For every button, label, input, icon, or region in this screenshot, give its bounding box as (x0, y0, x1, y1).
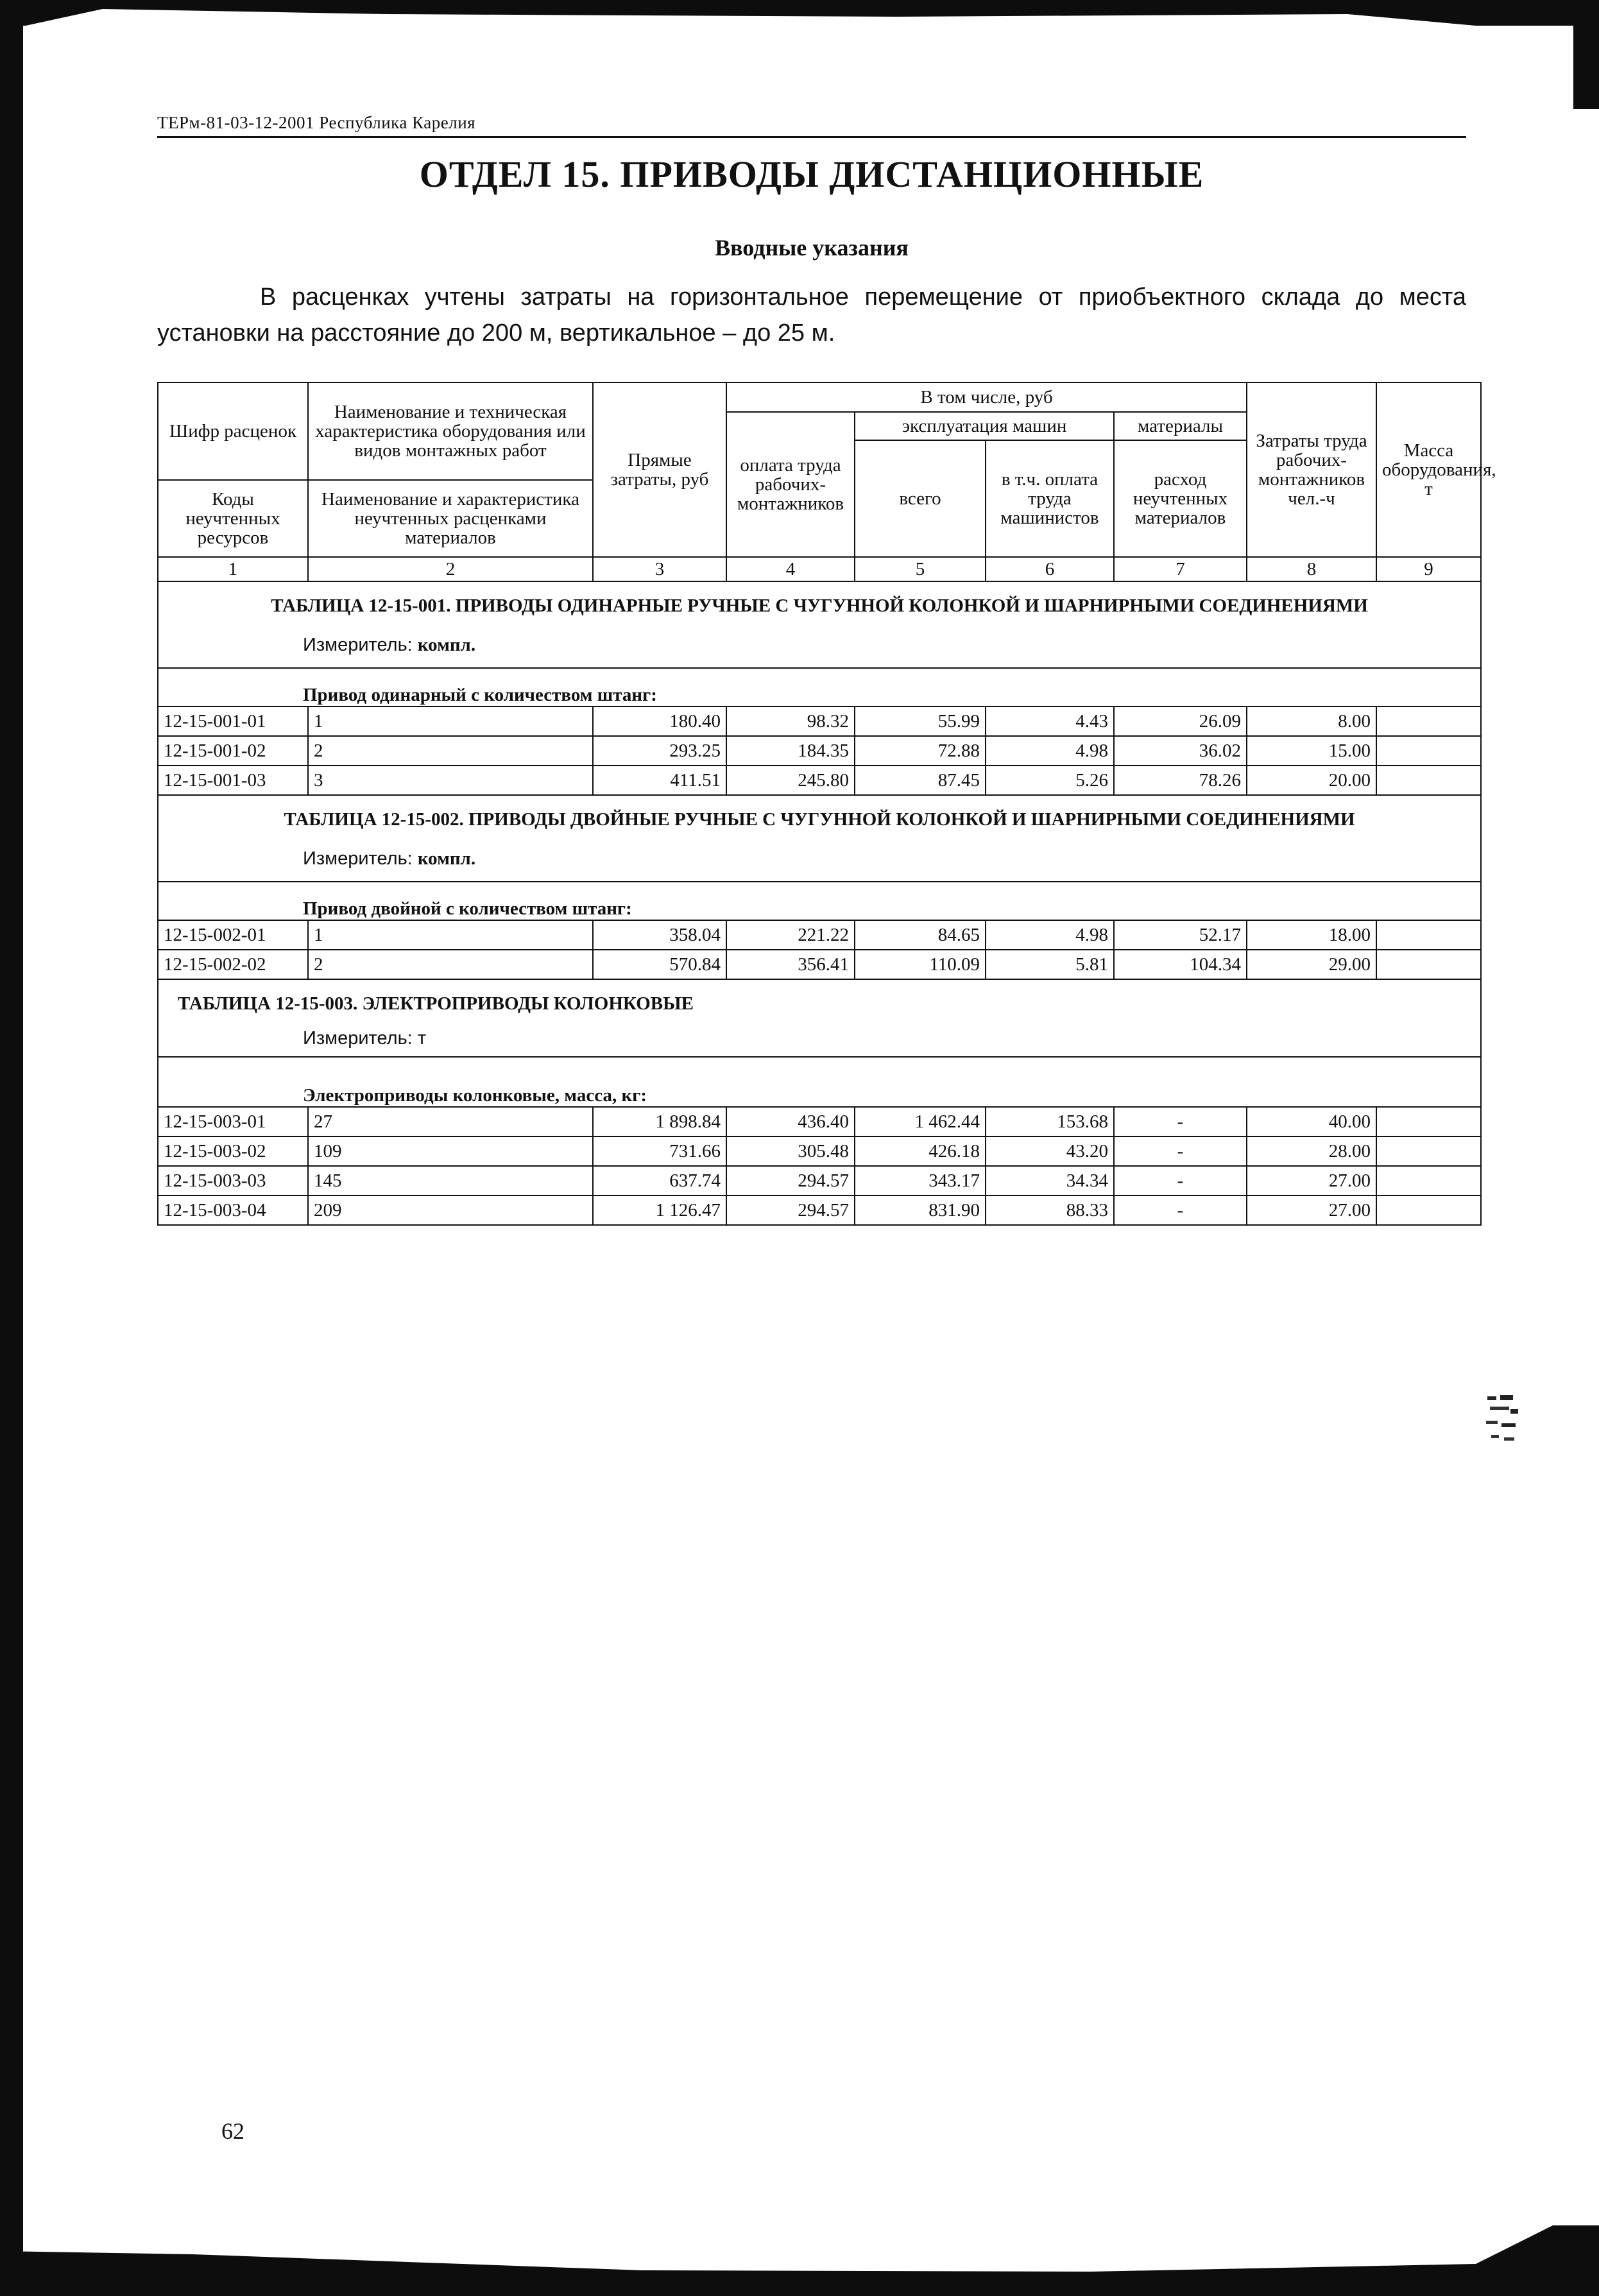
header-equipment-mass: Масса оборудования, т (1376, 382, 1481, 557)
row-direct: 570.84 (593, 950, 726, 979)
row-machinists-pay: 5.81 (986, 950, 1114, 979)
row-labor: 18.00 (1247, 920, 1376, 950)
scan-edge-top (0, 0, 1599, 26)
header-unaccounted-names: Наименование и характеристика неучтенных расценками материалов (308, 480, 593, 557)
row-pay: 184.35 (726, 736, 855, 766)
row-labor: 27.00 (1247, 1195, 1376, 1225)
row-machines: 831.90 (855, 1195, 986, 1225)
row-labor: 27.00 (1247, 1166, 1376, 1195)
row-pay: 436.40 (726, 1107, 855, 1136)
row-materials: - (1114, 1166, 1247, 1195)
column-number: 9 (1376, 557, 1481, 581)
row-direct: 1 898.84 (593, 1107, 726, 1136)
row-code: 12-15-001-03 (158, 766, 308, 795)
table-row (158, 950, 1481, 979)
row-pay: 98.32 (726, 707, 855, 736)
row-pay: 294.57 (726, 1195, 855, 1225)
table-row (158, 1107, 1481, 1136)
measure-unit: компл. (417, 848, 476, 869)
row-mass (1376, 736, 1481, 766)
group-heading: Привод одинарный с количеством штанг: (158, 668, 1481, 707)
row-machinists-pay: 34.34 (986, 1166, 1114, 1195)
row-pay: 356.41 (726, 950, 855, 979)
intro-text: В расценках учтены затраты на горизонтальное перемещение от приобъектного склада до места установки на расстояние до 200 м, вертикальное – до 25 м. (157, 284, 1466, 347)
row-labor: 29.00 (1247, 950, 1376, 979)
row-pay: 305.48 (726, 1136, 855, 1166)
row-materials: 104.34 (1114, 950, 1247, 979)
running-head: ТЕРм-81-03-12-2001 Республика Карелия (157, 113, 476, 132)
row-machinists-pay: 4.98 (986, 920, 1114, 950)
row-pay: 245.80 (726, 766, 855, 795)
row-pay: 221.22 (726, 920, 855, 950)
row-direct: 637.74 (593, 1166, 726, 1195)
scan-edge-bottom (0, 2225, 1599, 2296)
table-row (158, 736, 1481, 766)
table-row (158, 1136, 1481, 1166)
row-name: 1 (308, 707, 593, 736)
header-total: всего (855, 440, 986, 557)
row-materials: - (1114, 1195, 1247, 1225)
row-machinists-pay: 5.26 (986, 766, 1114, 795)
row-mass (1376, 950, 1481, 979)
rates-table (157, 382, 1496, 1226)
row-mass (1376, 707, 1481, 736)
table-row (158, 707, 1481, 736)
table-row (158, 1195, 1481, 1225)
header-name: Наименование и техническая характеристика оборудования или видов монтажных работ (308, 382, 593, 480)
row-materials: 78.26 (1114, 766, 1247, 795)
row-materials: - (1114, 1136, 1247, 1166)
row-mass (1376, 1166, 1481, 1195)
row-code: 12-15-002-02 (158, 950, 308, 979)
column-number: 4 (726, 557, 855, 581)
row-materials: - (1114, 1107, 1247, 1136)
row-labor: 28.00 (1247, 1136, 1376, 1166)
table-title: ТАБЛИЦА 12-15-003. ЭЛЕКТРОПРИВОДЫ КОЛОНКОВЫЕ (158, 979, 1481, 1021)
header-materials: материалы (1114, 412, 1247, 440)
row-machines: 87.45 (855, 766, 986, 795)
column-number: 1 (158, 557, 308, 581)
header-labor: Затраты труда рабочих-монтажников чел.-ч (1247, 382, 1376, 557)
table-title: ТАБЛИЦА 12-15-001. ПРИВОДЫ ОДИНАРНЫЕ РУЧНЫЕ С ЧУГУННОЙ КОЛОНКОЙ И ШАРНИРНЫМИ СОЕДИНЕНИЯМИ (158, 581, 1481, 623)
row-name: 27 (308, 1107, 593, 1136)
row-direct: 411.51 (593, 766, 726, 795)
row-name: 2 (308, 736, 593, 766)
scan-edge-left (0, 0, 23, 2296)
table-row (158, 1166, 1481, 1195)
row-machinists-pay: 88.33 (986, 1195, 1114, 1225)
header-direct-costs: Прямые затраты, руб (593, 382, 726, 557)
measure-label: Измеритель: (303, 635, 413, 655)
row-code: 12-15-002-01 (158, 920, 308, 950)
row-direct: 358.04 (593, 920, 726, 950)
row-code: 12-15-003-02 (158, 1136, 308, 1166)
row-code: 12-15-003-03 (158, 1166, 308, 1195)
header-machinists-pay: в т.ч. оплата труда машинистов (986, 440, 1114, 557)
row-materials: 26.09 (1114, 707, 1247, 736)
row-code: 12-15-003-04 (158, 1195, 308, 1225)
column-number: 3 (593, 557, 726, 581)
row-materials: 52.17 (1114, 920, 1247, 950)
row-machinists-pay: 153.68 (986, 1107, 1114, 1136)
row-machinists-pay: 4.43 (986, 707, 1114, 736)
group-heading: Привод двойной с количеством штанг: (158, 882, 1481, 920)
row-machinists-pay: 4.98 (986, 736, 1114, 766)
row-mass (1376, 1136, 1481, 1166)
row-machines: 1 462.44 (855, 1107, 986, 1136)
row-direct: 180.40 (593, 707, 726, 736)
table-row (158, 766, 1481, 795)
row-mass (1376, 766, 1481, 795)
row-name: 3 (308, 766, 593, 795)
row-mass (1376, 1107, 1481, 1136)
row-name: 145 (308, 1166, 593, 1195)
table-title: ТАБЛИЦА 12-15-002. ПРИВОДЫ ДВОЙНЫЕ РУЧНЫЕ С ЧУГУННОЙ КОЛОНКОЙ И ШАРНИРНЫМИ СОЕДИНЕНИЯМИ (158, 795, 1481, 837)
table-row (158, 920, 1481, 950)
row-name: 1 (308, 920, 593, 950)
column-number: 2 (308, 557, 593, 581)
row-labor: 20.00 (1247, 766, 1376, 795)
row-machines: 110.09 (855, 950, 986, 979)
row-mass (1376, 1195, 1481, 1225)
row-pay: 294.57 (726, 1166, 855, 1195)
measure-label: Измеритель: (303, 1028, 413, 1049)
row-materials: 36.02 (1114, 736, 1247, 766)
column-number: 8 (1247, 557, 1376, 581)
scan-edge-right (1573, 0, 1599, 109)
row-labor: 15.00 (1247, 736, 1376, 766)
row-direct: 293.25 (593, 736, 726, 766)
scan-noise-mark (1485, 1392, 1523, 1450)
header-rule (157, 136, 1466, 138)
row-name: 2 (308, 950, 593, 979)
measure-unit: т (417, 1028, 427, 1049)
intro-heading: Вводные указания (715, 235, 909, 261)
row-code: 12-15-001-02 (158, 736, 308, 766)
row-labor: 40.00 (1247, 1107, 1376, 1136)
row-machines: 84.65 (855, 920, 986, 950)
row-mass (1376, 920, 1481, 950)
header-machine-operation: эксплуатация машин (855, 412, 1114, 440)
row-direct: 731.66 (593, 1136, 726, 1166)
header-including: В том числе, руб (726, 382, 1247, 412)
column-number: 5 (855, 557, 986, 581)
header-unaccounted-materials: расход неучтенных материалов (1114, 440, 1247, 557)
row-code: 12-15-001-01 (158, 707, 308, 736)
measure-label: Измеритель: (303, 848, 413, 869)
table-measure (158, 623, 1481, 668)
row-name: 209 (308, 1195, 593, 1225)
row-machinists-pay: 43.20 (986, 1136, 1114, 1166)
row-machines: 343.17 (855, 1166, 986, 1195)
header-unaccounted-codes: Коды неучтенных ресурсов (158, 480, 308, 557)
row-name: 109 (308, 1136, 593, 1166)
row-machines: 55.99 (855, 707, 986, 736)
row-machines: 426.18 (855, 1136, 986, 1166)
table-measure (158, 1021, 1481, 1057)
column-number: 6 (986, 557, 1114, 581)
row-code: 12-15-003-01 (158, 1107, 308, 1136)
section-title: ОТДЕЛ 15. ПРИВОДЫ ДИСТАНЦИОННЫЕ (419, 153, 1204, 195)
row-direct: 1 126.47 (593, 1195, 726, 1225)
row-labor: 8.00 (1247, 707, 1376, 736)
header-workers-pay: оплата труда рабочих-монтажников (726, 412, 855, 557)
row-machines: 72.88 (855, 736, 986, 766)
column-number: 7 (1114, 557, 1247, 581)
header-code: Шифр расценок (158, 382, 308, 480)
table-measure (158, 837, 1481, 882)
page-number: 62 (221, 2118, 244, 2144)
group-heading: Электроприводы колонковые, масса, кг: (158, 1057, 1481, 1107)
measure-unit: компл. (417, 635, 476, 655)
